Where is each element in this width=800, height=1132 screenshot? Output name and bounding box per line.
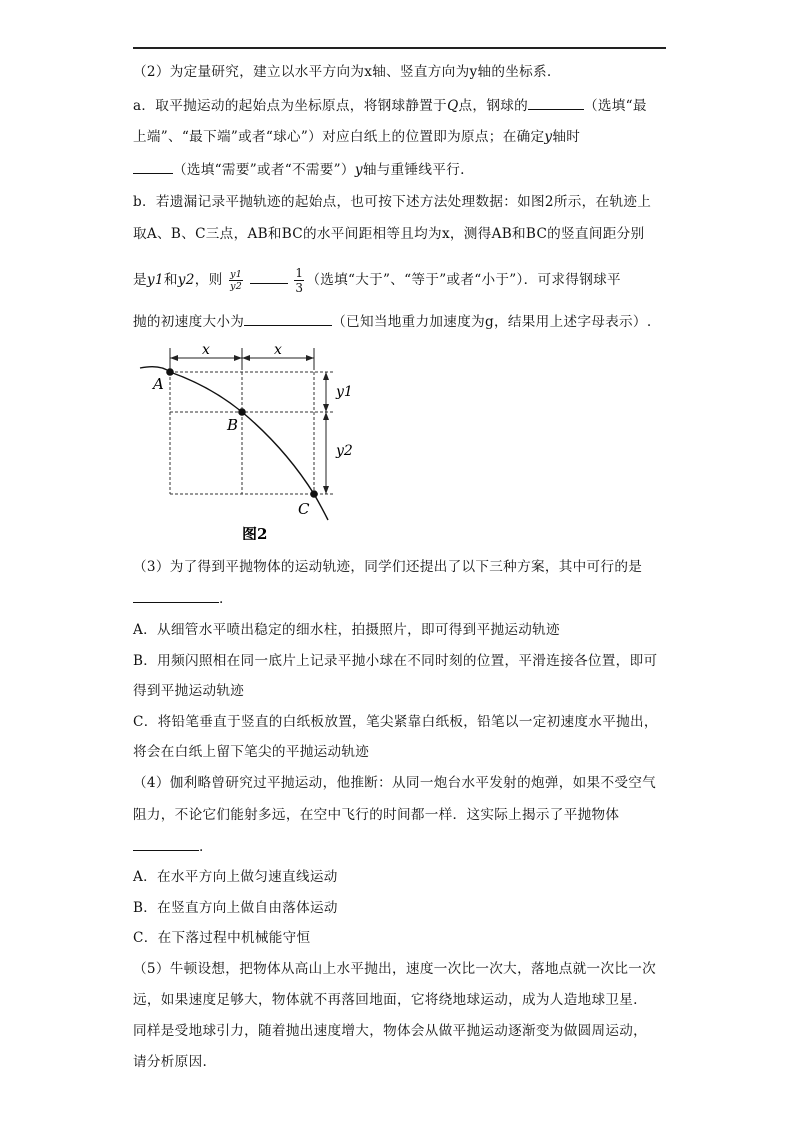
answer-blank-3[interactable] <box>250 269 288 284</box>
part4-option-b: B．在竖直方向上做自由落体运动 <box>133 900 338 916</box>
part3-option-c1: C．将铅笔垂直于竖直的白纸板放置，笔尖紧靠白纸板，铅笔以一定初速度水平抛出， <box>133 714 658 730</box>
part2-b-line2: 取A、B、C三点，AB和BC的水平间距相等且均为x，测得AB和BC的竖直间距分别 <box>133 226 645 242</box>
point-a-label: A <box>153 375 164 393</box>
part3-option-b2: 得到平抛运动轨迹 <box>133 683 245 699</box>
answer-blank-4[interactable] <box>244 311 332 326</box>
part2-b-line4: 抛的初速度大小为 （已知当地重力加速度为g，结果用上述字母表示）. <box>133 311 673 332</box>
part2-a-line2: 上端”、“最下端”或者“球心”）对应白纸上的位置即为原点；在确定y轴时 <box>133 129 581 145</box>
trajectory-curve <box>140 367 328 520</box>
part2-intro: （2）为定量研究，建立以水平方向为x轴、竖直方向为y轴的坐标系. <box>133 64 552 80</box>
point-b-dot <box>238 408 246 416</box>
part5-line3: 同样是受地球引力，随着抛出速度增大，物体会从做平抛运动逐渐变为做圆周运动， <box>133 1023 648 1039</box>
part5-line1: （5）牛顿设想，把物体从高山上水平抛出，速度一次比一次大，落地点就一次比一次 <box>133 961 657 977</box>
one-third-fraction: $\frac{1}{3}$ <box>295 266 304 295</box>
part2-a-line3: （选填“需要”或者“不需要”）y轴与重锤线平行. <box>133 159 673 180</box>
part4-option-a: A．在水平方向上做匀速直线运动 <box>133 869 338 885</box>
part3-option-a: A．从细管水平喷出稳定的细水柱，拍摄照片，即可得到平抛运动轨迹 <box>133 622 560 638</box>
label-y1: y1 <box>336 384 353 400</box>
label-y2: y2 <box>336 443 353 459</box>
point-c-label: C <box>298 500 310 518</box>
point-b-label: B <box>227 416 239 434</box>
point-a-dot <box>166 368 174 376</box>
part2-b-line3: 是y1和y2，则 $\frac{y1}{y2}$ $\frac{1}{3}$ （选填“大于”、“等于”或者“小于”）．可求得钢球平 <box>133 266 621 295</box>
part4-answer-line: . <box>133 836 673 857</box>
figure-caption: 图2 <box>242 525 268 540</box>
label-x2: x <box>274 342 282 358</box>
point-c-dot <box>310 490 318 498</box>
part2-b-line1: b．若遗漏记录平抛轨迹的起始点，也可按下述方法处理数据：如图2所示，在轨迹上 <box>133 194 652 210</box>
part3-option-c2: 将会在白纸上留下笔尖的平抛运动轨迹 <box>133 744 370 760</box>
part4-option-c: C．在下落过程中机械能守恒 <box>133 930 311 946</box>
part3-answer-line: . <box>133 588 673 609</box>
label-x1: x <box>202 342 210 358</box>
part5-line2: 远，如果速度足够大，物体就不再落回地面，它将绕地球运动，成为人造地球卫星. <box>133 992 638 1008</box>
part4-line1: （4）伽利略曾研究过平抛运动，他推断：从同一炮台水平发射的炮弹，如果不受空气 <box>133 775 657 791</box>
answer-blank-5[interactable] <box>133 588 219 603</box>
top-rule <box>133 47 666 49</box>
part5-line4: 请分析原因. <box>133 1054 208 1070</box>
y1-over-y2-fraction: $\frac{y1}{y2}$ <box>230 269 243 292</box>
part4-line2: 阻力，不论它们能射多远，在空中飞行的时间都一样．这实际上揭示了平抛物体 <box>133 807 620 823</box>
part3-option-b1: B．用频闪照相在同一底片上记录平抛小球在不同时刻的位置，平滑连接各位置，即可 <box>133 653 658 669</box>
part2-a-line1: a．取平抛运动的起始点为坐标原点，将钢球静置于Q点，钢球的 （选填“最 <box>133 95 673 116</box>
answer-blank-1[interactable] <box>528 95 584 110</box>
answer-blank-2[interactable] <box>133 159 173 174</box>
trajectory-figure <box>0 340 800 540</box>
part3-question: （3）为了得到平抛物体的运动轨迹，同学们还提出了以下三种方案，其中可行的是 <box>133 559 643 575</box>
answer-blank-6[interactable] <box>133 836 199 851</box>
